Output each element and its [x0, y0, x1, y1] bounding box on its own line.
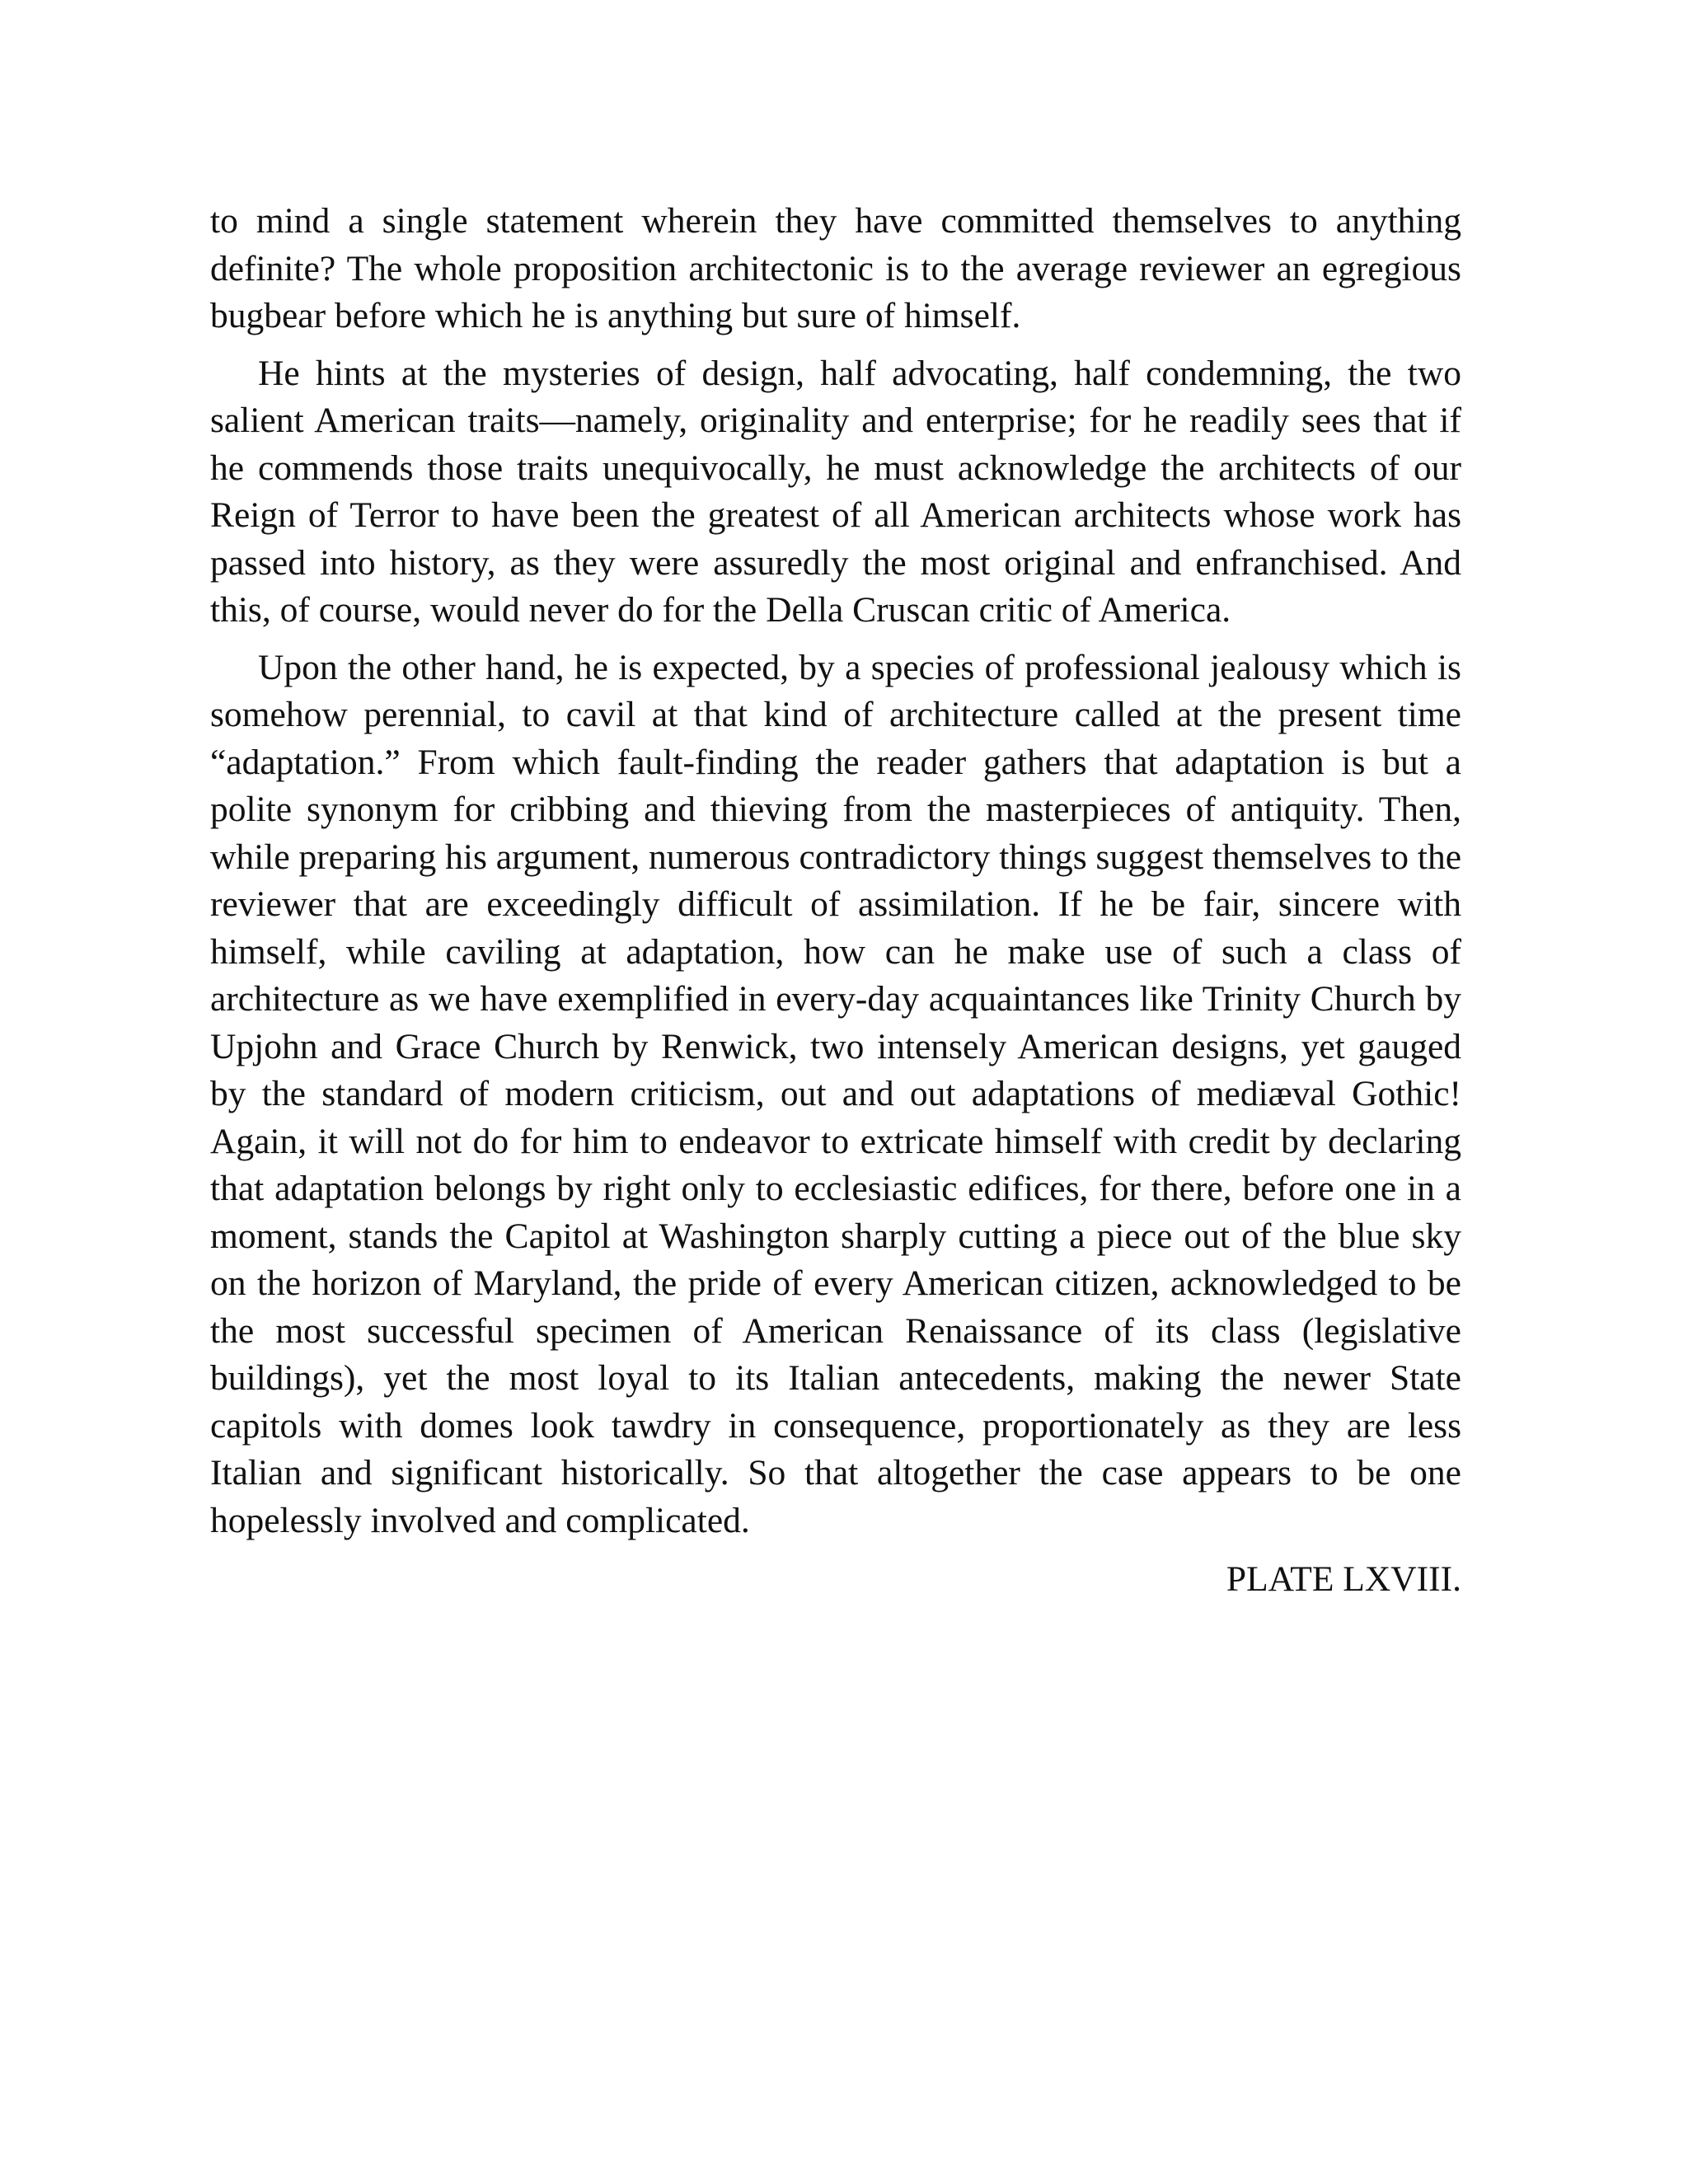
paragraph-design-traits: He hints at the mysteries of design, half advocating, half condemning, the two salient American traits—namely, originality and enterprise; for he readily sees that if he commends those traits unequivocally, he must acknowledge the architects of our Reign of Terror to have been the greatest of all American architects whose work has passed into history, as they were assuredly the most original and enfranchised. And this, of course, would never do for the Della Cruscan critic of America. [210, 353, 1461, 630]
plate-caption: PLATE LXVIII. [1226, 1559, 1461, 1599]
paragraph-continuation: to mind a single statement wherein they have committed themselves to anything definite? The whole proposition architectonic is to the average reviewer an egregious bugbear before which he is anything but sure of himself. [210, 201, 1461, 335]
document-page [210, 198, 1461, 1604]
paragraph-adaptation: Upon the other hand, he is expected, by a species of professional jealousy which is somehow perennial, to cavil at that kind of architecture called at the present time “adaptation.” From which fault-finding the reader gathers that adaptation is but a polite synonym for cribbing and thieving from the masterpieces of antiquity. Then, while preparing his argument, numerous contradictory things suggest themselves to the reviewer that are exceedingly difficult of assimilation. If he be fair, sincere with himself, while caviling at adaptation, how can he make use of such a class of architecture as we have exemplified in every-day acquaintances like Trinity Church by Upjohn and Grace Church by Renwick, two intensely American designs, yet gauged by the standard of modern criticism, out and out adaptations of mediæval Gothic! Again, it will not do for him to endeavor to extricate himself with credit by declaring that adaptation belongs by right only to ecclesiastic edifices, for there, before one in a moment, stands the Capitol at Washington sharply cutting a piece out of the blue sky on the horizon of Maryland, the pride of every American citizen, acknowledged to be the most successful specimen of American Renaissance of its class (legislative buildings), yet the most loyal to its Italian antecedents, making the newer State capitols with domes look tawdry in consequence, proportionately as they are less Italian and significant historically. So that altogether the case appears to be one hopelessly involved and complicated. [210, 647, 1461, 1540]
